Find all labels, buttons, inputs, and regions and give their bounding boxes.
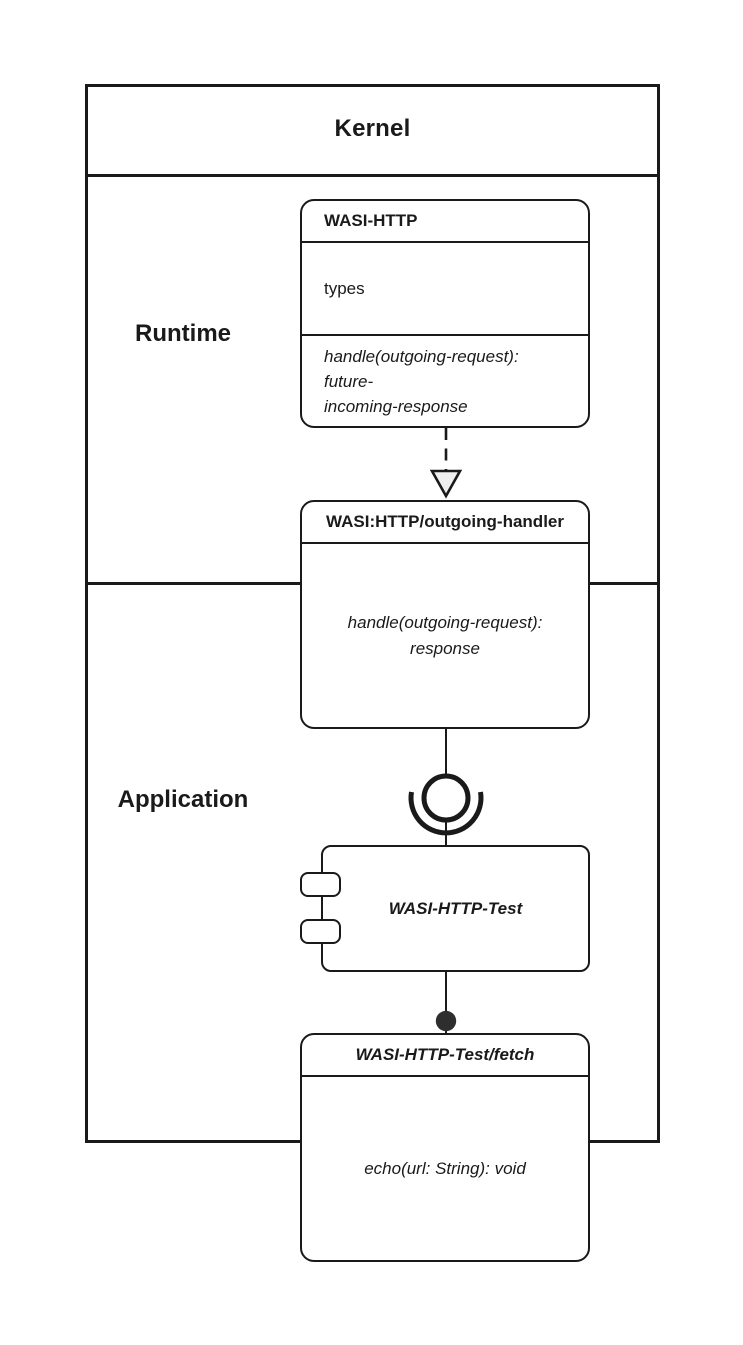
section-label-runtime: Runtime — [135, 320, 231, 347]
wasi-http-attribute: types — [302, 243, 588, 336]
wasi-http-method-compartment — [302, 336, 588, 426]
wasi-http-method-line-1: handle(outgoing-request): future- — [324, 346, 519, 391]
required-interface-icon — [398, 752, 494, 848]
dependency-arrow-icon — [425, 424, 469, 502]
fetch-method-compartment — [302, 1077, 588, 1260]
fetch-method: echo(url: String): void — [364, 1158, 526, 1178]
component-icon — [300, 872, 341, 897]
kernel-title-divider — [85, 174, 660, 177]
interface-box-fetch — [300, 1033, 590, 1262]
outgoing-handler-method-compartment — [302, 544, 588, 727]
kernel-title-row — [85, 84, 660, 174]
wasi-http-test-title: WASI-HTTP-Test — [388, 898, 523, 918]
outgoing-handler-method-line-2: response — [410, 638, 480, 658]
component-icon — [300, 919, 341, 944]
class-box-wasi-http — [300, 199, 590, 428]
outgoing-handler-title: WASI:HTTP/outgoing-handler — [302, 502, 588, 544]
ball-icon — [436, 1011, 456, 1031]
wasi-http-method-line-2: incoming-response — [324, 396, 468, 416]
fetch-title: WASI-HTTP-Test/fetch — [302, 1035, 588, 1077]
wasi-http-title: WASI-HTTP — [302, 201, 588, 243]
provided-interface-ball-icon — [424, 776, 468, 820]
section-label-application: Application — [117, 786, 249, 813]
kernel-label: Kernel — [334, 115, 411, 142]
component-box-wasi-http-test — [321, 845, 590, 972]
outgoing-handler-method-line-1: handle(outgoing-request): — [347, 612, 543, 632]
interface-box-outgoing-handler — [300, 500, 590, 729]
hollow-triangle-arrowhead-icon — [432, 471, 460, 496]
filled-ball-connector-icon — [432, 1007, 460, 1035]
